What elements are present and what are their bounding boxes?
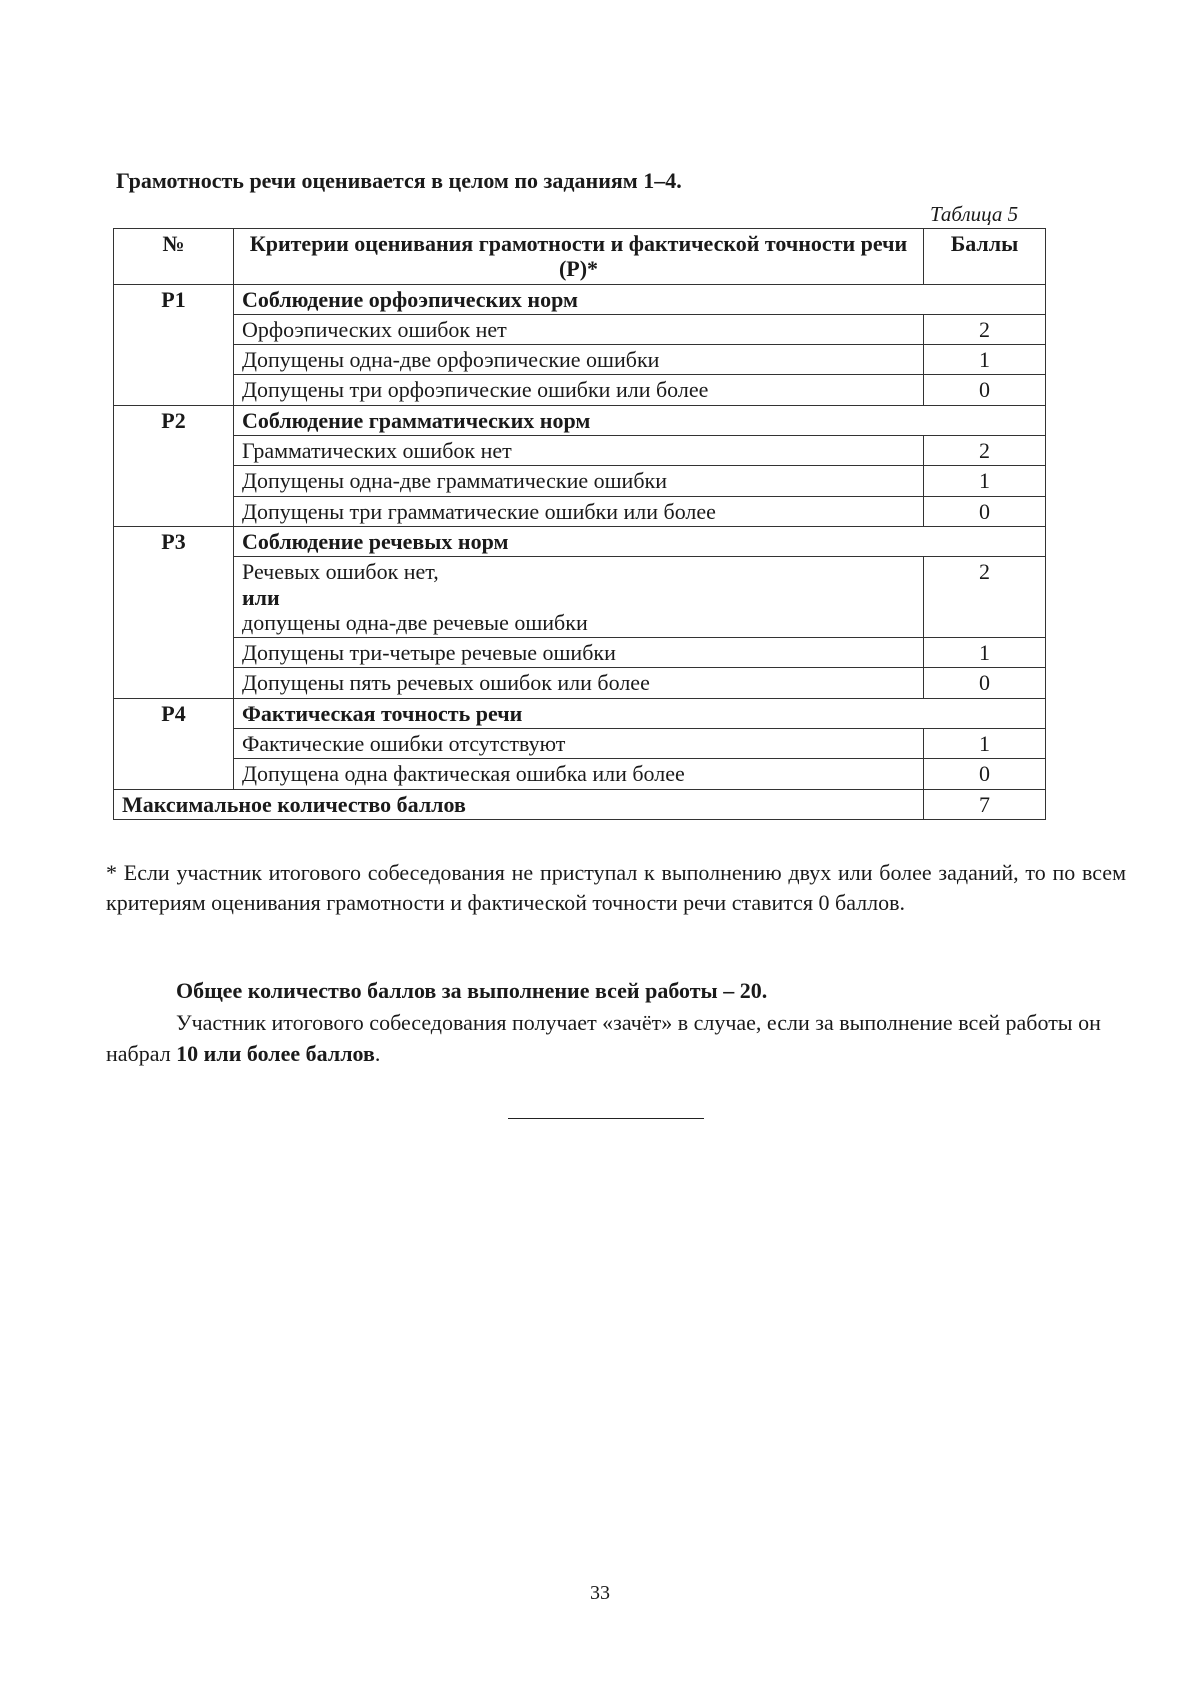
criterion-title: Соблюдение грамматических норм [234,405,1046,435]
criterion-score: 1 [924,345,1046,375]
criterion-text: Грамматических ошибок нет [234,436,924,466]
table-row [114,436,1046,466]
criterion-text: Орфоэпических ошибок нет [234,314,924,344]
group-title-row [114,698,1046,728]
criterion-text-line: допущены одна-две речевые ошибки [242,609,588,635]
criterion-title: Соблюдение речевых норм [234,526,1046,556]
table-row [114,638,1046,668]
criterion-text-line: Речевых ошибок нет, [242,559,439,585]
section-heading: Грамотность речи оценивается в целом по заданиям 1–4. [116,168,682,193]
table-row [114,496,1046,526]
criterion-text: Допущены три грамматические ошибки или более [234,496,924,526]
criterion-score: 1 [924,729,1046,759]
table-row [114,345,1046,375]
criterion-text: Допущена одна фактическая ошибка или более [234,759,924,789]
criterion-score: 0 [924,496,1046,526]
footnote: * Если участник итогового собеседования не приступал к выполнению двух или более заданий, то по всем критериям оценивания грамотности и фактической точности речи ставится 0 баллов. [106,860,1126,915]
criterion-code: Р4 [114,698,234,789]
criterion-score: 1 [924,466,1046,496]
criterion-title: Соблюдение орфоэпических норм [234,284,1046,314]
pass-condition-threshold: 10 или более баллов [176,1040,375,1066]
max-score-value: 7 [924,789,1046,819]
header-num: № [114,229,234,285]
criterion-score: 2 [924,436,1046,466]
group-title-row [114,284,1046,314]
criterion-text: Допущены три орфоэпические ошибки или более [234,375,924,405]
header-criteria: Критерии оценивания грамотности и фактической точности речи (Р)* [234,229,924,285]
group-title-row [114,405,1046,435]
table-row [114,375,1046,405]
pass-condition-end: . [374,1040,381,1066]
max-score-row [114,789,1046,819]
criterion-text: Допущены три-четыре речевые ошибки [234,638,924,668]
criterion-score: 2 [924,557,1046,638]
criterion-code: Р1 [114,284,234,405]
max-score-label: Максимальное количество баллов [114,789,924,819]
group-title-row [114,526,1046,556]
pass-condition-paragraph [106,1008,1106,1070]
criterion-text: Допущены одна-две грамматические ошибки [234,466,924,496]
criterion-text: Фактические ошибки отсутствуют [234,729,924,759]
criterion-score: 2 [924,314,1046,344]
criterion-text-or: или [242,584,280,610]
table-caption: Таблица 5 [930,202,1019,226]
criterion-score: 0 [924,759,1046,789]
table-row [114,759,1046,789]
criterion-text [234,557,924,638]
divider-line [508,1118,704,1119]
table-row [114,729,1046,759]
table-row [114,668,1046,698]
table-row [114,314,1046,344]
total-score-statement: Общее количество баллов за выполнение всей работы – 20. [176,978,768,1003]
criterion-code: Р3 [114,526,234,698]
pass-condition-text: Участник итогового собеседования получает «зачёт» в случае, если за выполнение всей работы он набрал [106,1010,1101,1066]
table-header-row [114,229,1046,285]
table-row [114,466,1046,496]
criterion-score: 0 [924,668,1046,698]
criterion-title: Фактическая точность речи [234,698,1046,728]
criterion-code: Р2 [114,405,234,526]
criterion-score: 1 [924,638,1046,668]
criterion-text: Допущены пять речевых ошибок или более [234,668,924,698]
criterion-score: 0 [924,375,1046,405]
criteria-table [113,228,1046,820]
criterion-text: Допущены одна-две орфоэпические ошибки [234,345,924,375]
table-row [114,557,1046,638]
header-score: Баллы [924,229,1046,285]
page-number: 33 [590,1582,610,1604]
